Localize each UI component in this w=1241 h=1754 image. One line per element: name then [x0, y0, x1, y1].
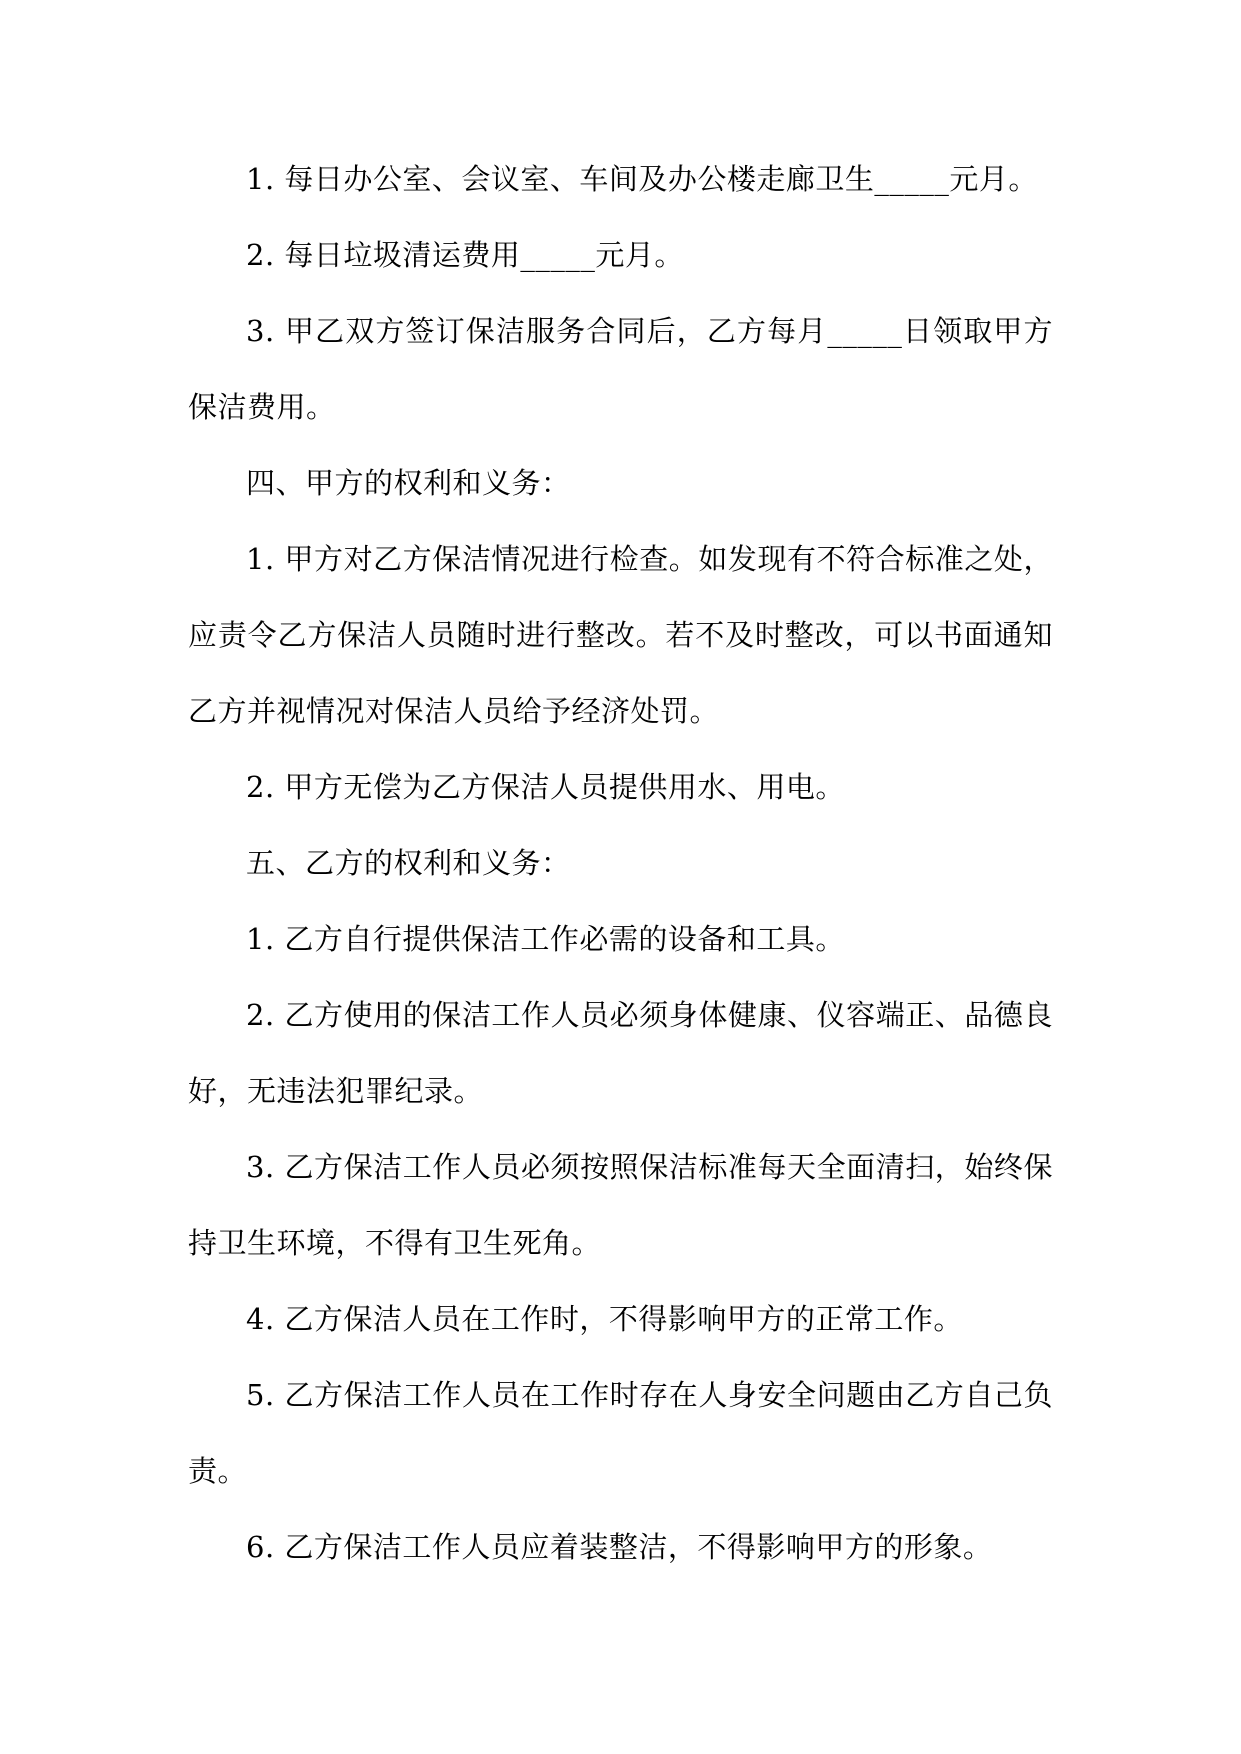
- party-b-item-4: 4. 乙方保洁人员在工作时，不得影响甲方的正常工作。: [246, 1302, 963, 1336]
- party-a-item-1: 1. 甲方对乙方保洁情况进行检查。如发现有不符合标准之处，应责令乙方保洁人员随时进行整改。若不及时整改，可以书面通知乙方并视情况对保洁人员给予经济处罚。: [188, 542, 1053, 728]
- fee-item-2: 2. 每日垃圾清运费用_____元月。: [246, 238, 684, 272]
- party-a-item-2: 2. 甲方无偿为乙方保洁人员提供用水、用电。: [246, 770, 845, 804]
- party-b-item-3: 3. 乙方保洁工作人员必须按照保洁标准每天全面清扫，始终保持卫生环境，不得有卫生死角。: [188, 1150, 1053, 1260]
- fee-item-1: 1. 每日办公室、会议室、车间及办公楼走廊卫生_____元月。: [246, 162, 1038, 196]
- party-b-item-5: 5. 乙方保洁工作人员在工作时存在人身安全问题由乙方自己负责。: [188, 1378, 1053, 1488]
- section-heading-party-a: 四、甲方的权利和义务：: [246, 466, 571, 500]
- party-b-item-6: 6. 乙方保洁工作人员应着装整洁，不得影响甲方的形象。: [246, 1530, 993, 1564]
- section-heading-party-b: 五、乙方的权利和义务：: [246, 846, 571, 880]
- fee-item-3: 3. 甲乙双方签订保洁服务合同后，乙方每月_____日领取甲方保洁费用。: [188, 314, 1053, 424]
- party-b-item-1: 1. 乙方自行提供保洁工作必需的设备和工具。: [246, 922, 845, 956]
- party-b-item-2: 2. 乙方使用的保洁工作人员必须身体健康、仪容端正、品德良好，无违法犯罪纪录。: [188, 998, 1053, 1108]
- document-body: [188, 141, 1053, 1585]
